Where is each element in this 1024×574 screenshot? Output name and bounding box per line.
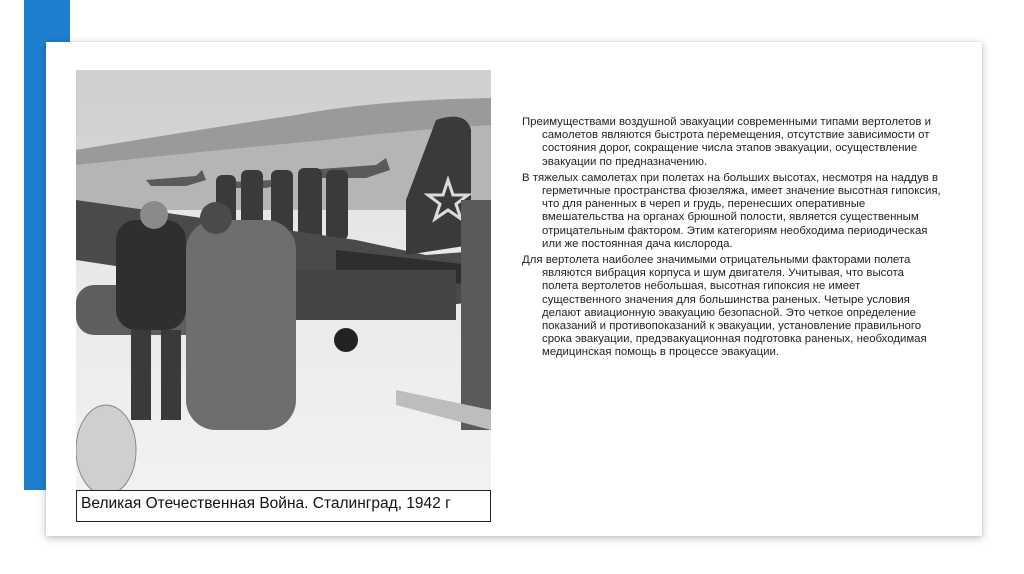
accent-bar-top (24, 0, 70, 42)
paragraph-advantages: Преимуществами воздушной эвакуации современными типами вертолетов и самолетов являются быстрота перемещения, отсутствие зависимости от состояния дорог, сокращение числа этапов эвакуации, осуществление эвакуации по предназначению. (522, 116, 931, 168)
soldier-right (461, 200, 491, 430)
paragraph-helicopter: Для вертолета наиболее значимыми отрицательными факторами полета являются вибрация корпуса и шум двигателя. Учитывая, что высота полета вертолетов небольшая, высотная гипоксия не имеет существенного значения для большинства раненых. Четыре условия делают авиационную эвакуацию безопасной. Это четкое определение показаний и противопоказаний к эвакуации, установление правильного срока эвакуации, предэвакуационная подготовка раненых, необходимая медицинская помощь в процессе эвакуации. (522, 254, 927, 359)
landing-wheel (334, 328, 358, 352)
photo-illustration (76, 70, 491, 490)
soldiers-foreground (116, 201, 296, 430)
aircraft-body (276, 270, 456, 320)
photo-caption: Великая Отечественная Война. Сталинград, 1942 г (76, 490, 491, 522)
historical-photo (76, 70, 491, 490)
barrel (76, 405, 136, 490)
paragraph-hypoxia: В тяжелых самолетах при полетах на больших высотах, несмотря на наддув в герметичные пространства фюзеляжа, имеет значение высотная гипоксия, что для раненных в череп и грудь, перенесших оперативные вмешательства на органах брюшной полости, является существенным отрицательным фактором. Этим категориям необходима периодическая или же постоянная дача кислорода. (522, 171, 941, 250)
accent-bar-left (24, 42, 46, 490)
body-text (522, 116, 942, 363)
